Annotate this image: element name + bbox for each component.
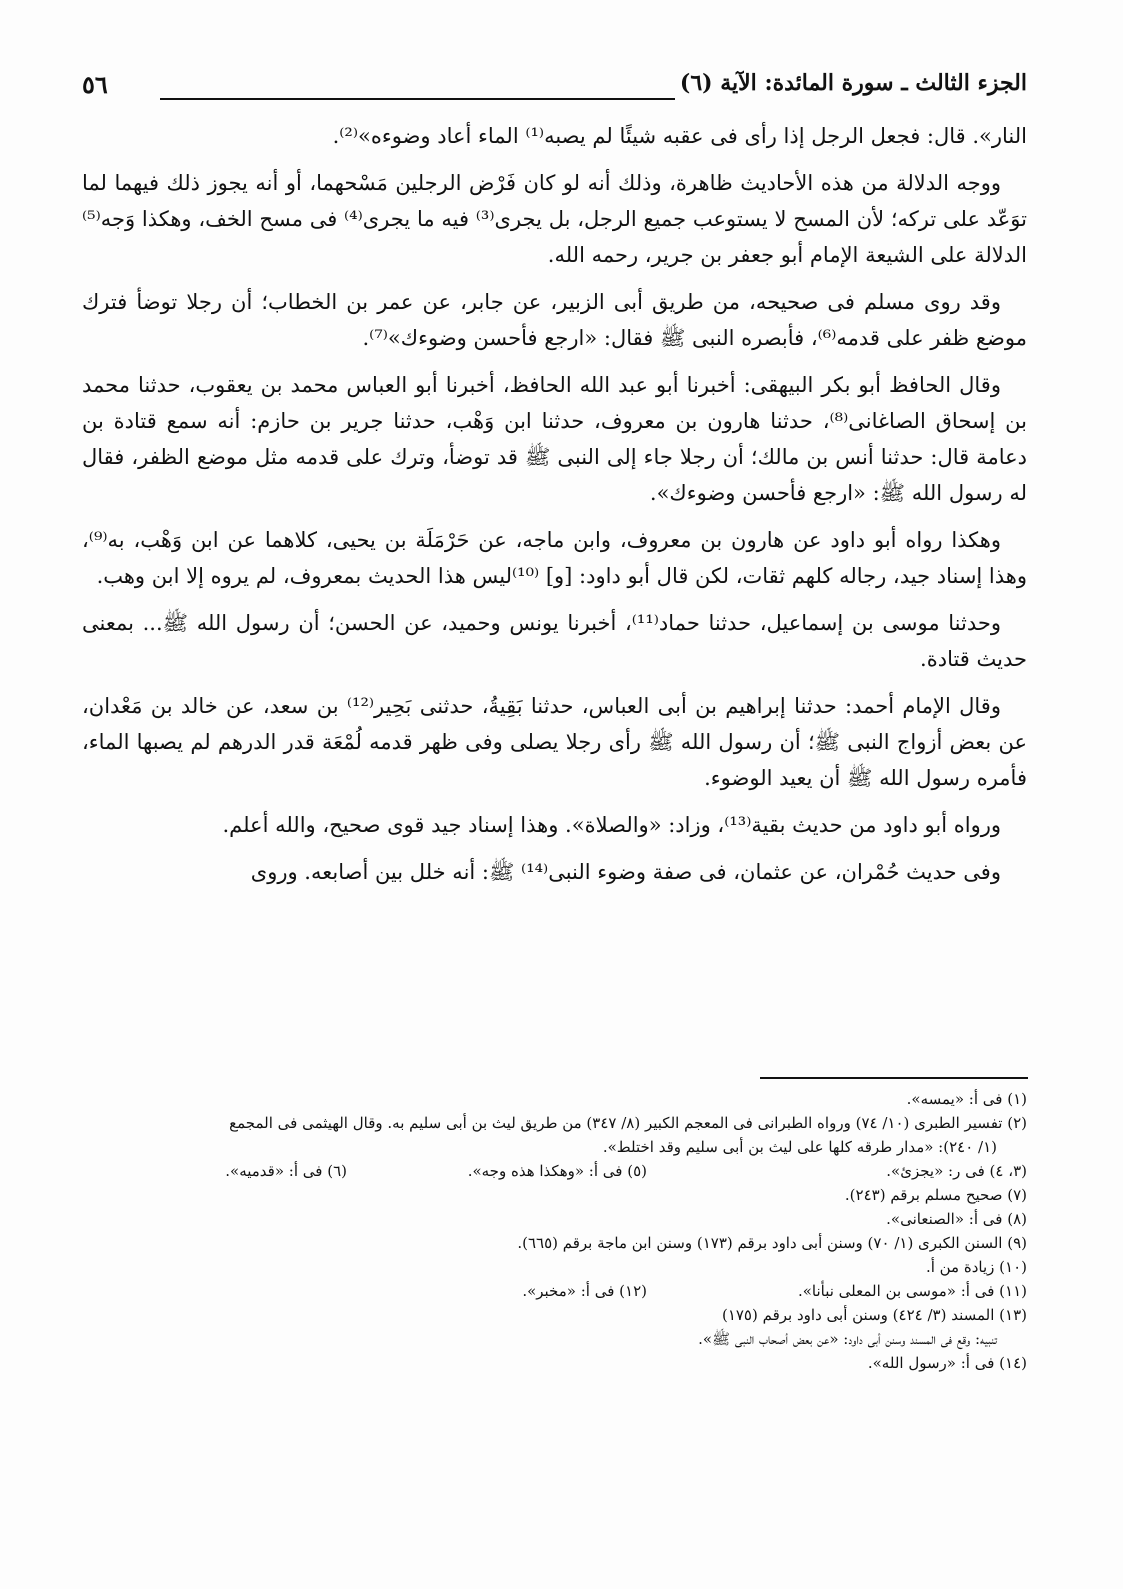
footnotes <box>82 1087 1027 1375</box>
paragraph: وقد روى مسلم فى صحيحه، من طريق أبى الزبير، عن جابر، عن عمر بن الخطاب؛ أن رجلا توضأ فترك موضع ظفر على قدمه⁽⁶⁾، فأبصره النبى ﷺ فقال: «ارجع فأحسن وضوءك»⁽⁷⁾. <box>82 290 1027 350</box>
footnote: (٥) فى أ: «وهكذا هذه وجه». <box>467 1162 647 1180</box>
footnote: (١٢) فى أ: «مخبر». <box>522 1282 647 1300</box>
footnote-note: تنبيه: وقع فى المسند وسنن أبى داود: «عن بعض أصحاب النبى ﷺ». <box>698 1330 997 1348</box>
footnote: (١١) فى أ: «موسى بن المعلى نبأنا». <box>797 1282 1027 1300</box>
footnote-continuation: (١/ ٢٤٠): «مدار طرقه كلها على ليث بن أبى سليم وقد اختلط». <box>602 1138 997 1156</box>
paragraph: وفى حديث حُمْران، عن عثمان، فى صفة وضوء النبى⁽¹⁴⁾ ﷺ: أنه خلل بين أصابعه. وروى <box>250 860 1001 884</box>
paragraph: وقال الإمام أحمد: حدثنا إبراهيم بن أبى العباس، حدثنا بَقِيةُ، حدثنى بَحِير⁽¹²⁾ بن سعد، عن خالد بن مَعْدان، عن بعض أزواج النبى ﷺ؛ أن رسول الله ﷺ رأى رجلا يصلى وفى ظهر قدمه لُمْعَة قدر الدرهم لم يصبها الماء، فأمره رسول الله ﷺ أن يعيد الوضوء. <box>82 694 1027 790</box>
footnote-row <box>82 1279 1027 1303</box>
main-text <box>82 118 1027 1063</box>
paragraph: وقال الحافظ أبو بكر البيهقى: أخبرنا أبو عبد الله الحافظ، أخبرنا أبو العباس محمد بن يعقوب، حدثنا محمد بن إسحاق الصاغانى⁽⁸⁾، حدثنا هارون بن معروف، حدثنا ابن وَهْب، حدثنا جرير بن حازم: أنه سمع قتادة بن دعامة قال: حدثنا أنس بن مالك؛ أن رجلا جاء إلى النبى ﷺ قد توضأ، وترك على قدمه مثل موضع الظفر، فقال له رسول الله ﷺ: «ارجع فأحسن وضوءك». <box>82 373 1028 505</box>
footnote: (٢) تفسير الطبرى (١٠/ ٧٤) ورواه الطبرانى فى المعجم الكبير (٨/ ٣٤٧) من طريق ليث بن أبى سليم به. وقال الهيثمى فى المجمع <box>229 1114 1027 1132</box>
paragraph: وهكذا رواه أبو داود عن هارون بن معروف، وابن ماجه، عن حَرْمَلَة بن يحيى، كلاهما عن ابن وَهْب، به⁽⁹⁾، وهذا إسناد جيد، رجاله كلهم ثقات، لكن قال أبو داود: [و] ⁽¹⁰⁾ليس هذا الحديث بمعروف، لم يروه إلا ابن وهب. <box>82 528 1027 588</box>
footnote-separator <box>760 1077 1028 1079</box>
footnote-row <box>82 1159 1027 1183</box>
footnote: (١) فى أ: «يمسه». <box>906 1090 1027 1108</box>
paragraph: ورواه أبو داود من حديث بقية⁽¹³⁾، وزاد: «والصلاة». وهذا إسناد جيد قوى صحيح، والله أعلم. <box>222 813 1001 837</box>
footnote: (٩) السنن الكبرى (١/ ٧٠) وسنن أبى داود برقم (١٧٣) وسنن ابن ماجة برقم (٦٦٥). <box>517 1234 1027 1252</box>
page-number: ٥٦ <box>82 70 108 99</box>
paragraph: ووجه الدلالة من هذه الأحاديث ظاهرة، وذلك أنه لو كان فَرْض الرجلين مَسْحهما، أو أنه يجوز ذلك فيهما لما توَعّد على تركه؛ لأن المسح لا يستوعب جميع الرجل، بل يجرى⁽³⁾ فيه ما يجرى⁽⁴⁾ فى مسح الخف، وهكذا وَجه⁽⁵⁾ الدلالة على الشيعة الإمام أبو جعفر بن جرير، رحمه الله. <box>82 171 1027 267</box>
paragraph: النار». قال: فجعل الرجل إذا رأى فى عقبه شيئًا لم يصبه⁽¹⁾ الماء أعاد وضوءه»⁽²⁾. <box>332 124 1027 148</box>
footnote: (١٤) فى أ: «رسول الله». <box>867 1354 1027 1372</box>
footnote: (١٠) زيادة من أ. <box>925 1258 1027 1276</box>
paragraph: وحدثنا موسى بن إسماعيل، حدثنا حماد⁽¹¹⁾، أخبرنا يونس وحميد، عن الحسن؛ أن رسول الله ﷺ... بمعنى حديث قتادة. <box>82 611 1027 671</box>
page-header <box>82 70 1027 106</box>
footnote: (٣، ٤) فى ر: «يجزئ». <box>886 1162 1027 1180</box>
footnote: (٦) فى أ: «قدميه». <box>225 1162 347 1180</box>
footnote: (٨) فى أ: «الصنعانى». <box>886 1210 1027 1228</box>
running-title: الجزء الثالث ـ سورة المائدة: الآية (٦) <box>679 70 1027 96</box>
footnote: (١٣) المسند (٣/ ٤٢٤) وسنن أبى داود برقم (١٧٥) <box>721 1306 1027 1324</box>
footnote: (٧) صحيح مسلم برقم (٢٤٣). <box>844 1186 1027 1204</box>
header-rule <box>160 98 675 100</box>
